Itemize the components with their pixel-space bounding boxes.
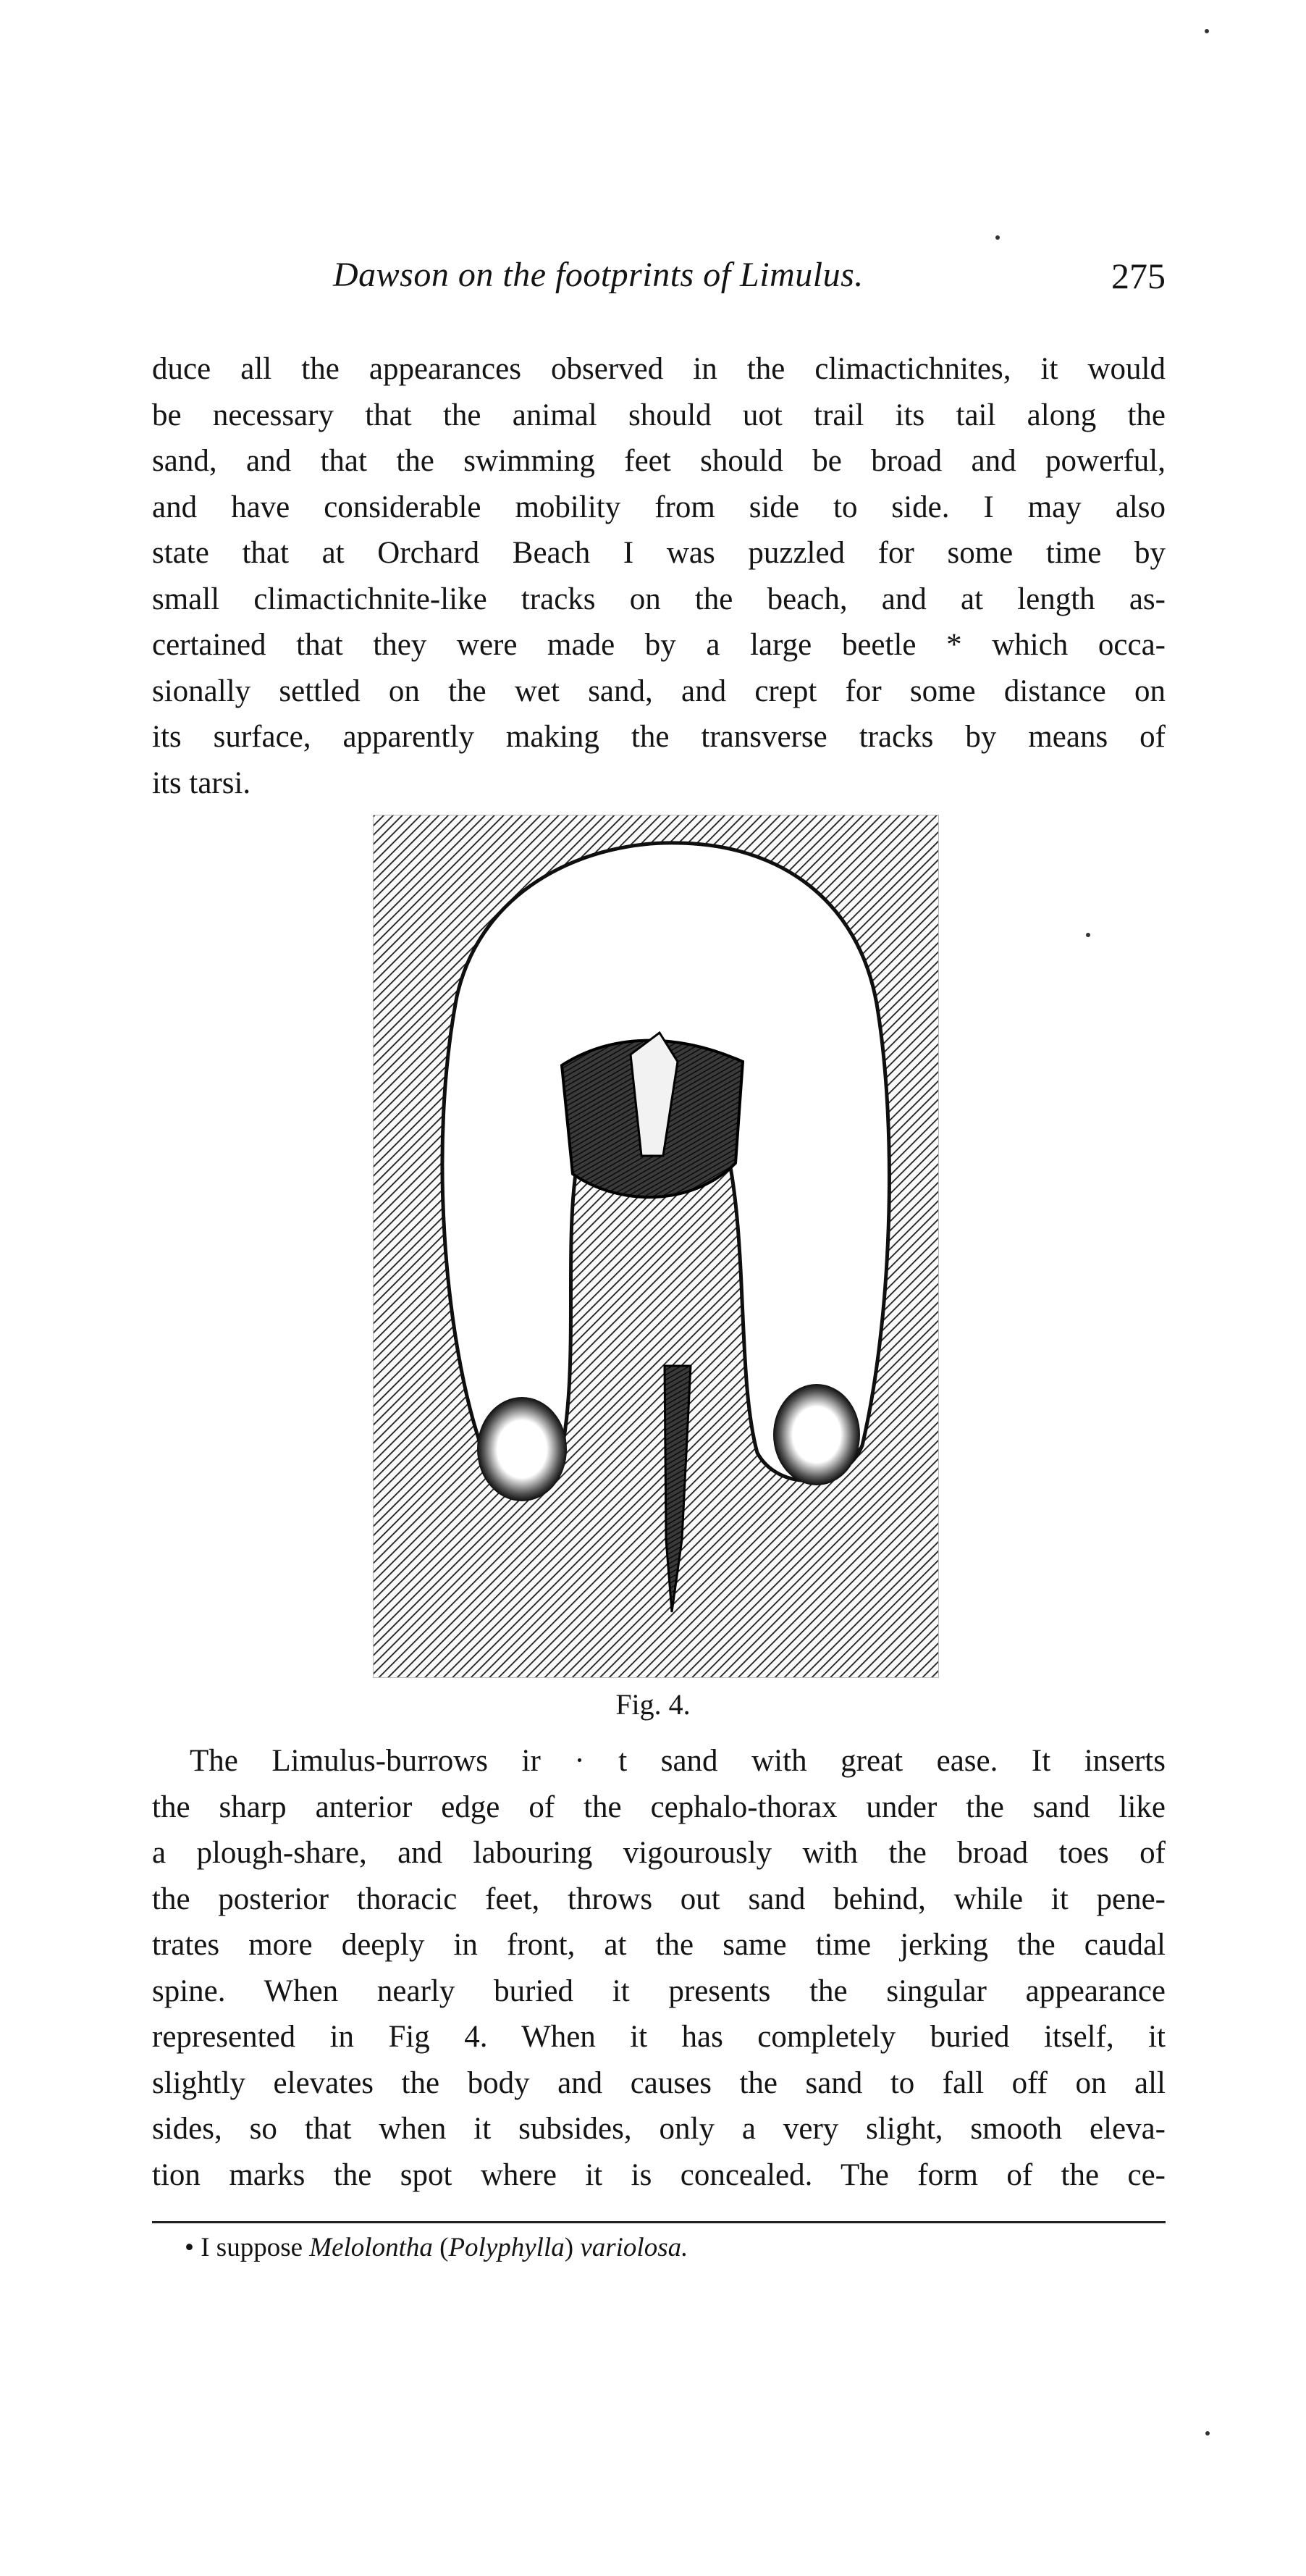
text-line: be necessary that the animal should uot trail its tail along the: [152, 398, 1166, 432]
text-line: its surface, apparently making the transverse tracks by means of: [152, 720, 1166, 754]
right-lobe: [773, 1384, 860, 1485]
scan-speck: [1205, 2431, 1210, 2436]
text-line: slightly elevates the body and causes the sand to fall off on all: [152, 2065, 1166, 2100]
text-line: trates more deeply in front, at the same time jerking the caudal: [152, 1928, 1166, 1962]
left-lobe: [477, 1397, 567, 1501]
text-line: sides, so that when it subsides, only a very slight, smooth eleva-: [152, 2112, 1166, 2146]
text-line: certained that they were made by a large beetle * which occa-: [152, 628, 1166, 662]
limulus-burrow-illustration: [374, 815, 938, 1677]
text-line: and have considerable mobility from side to side. I may also: [152, 490, 1166, 524]
text-line: tion marks the spot where it is concealed. The form of the ce-: [152, 2157, 1166, 2192]
text-line: a plough-share, and labouring vigourously with the broad toes of: [152, 1836, 1166, 1870]
footnote-rule: [152, 2221, 1166, 2223]
footnote-subgenus: Polyphylla: [448, 2233, 565, 2262]
text-line: the sharp anterior edge of the cephalo-thorax under the sand like: [152, 1790, 1166, 1824]
footnote-paren-open: (: [439, 2233, 449, 2262]
footnote-text: I suppose: [201, 2233, 303, 2262]
text-line: sionally settled on the wet sand, and crept for some distance on: [152, 674, 1166, 708]
text-line: its tarsi.: [152, 765, 251, 800]
footnote: [185, 2232, 1126, 2263]
text-line: represented in Fig 4. When it has completely buried itself, it: [152, 2020, 1166, 2054]
running-title: Dawson on the footprints of Limulus.: [333, 256, 864, 294]
text-line: state that at Orchard Beach I was puzzled for some time by: [152, 536, 1166, 570]
footnote-paren-close: ): [564, 2233, 574, 2262]
text-line: The Limulus-burrows ir · t sand with great ease. It inserts: [190, 1744, 1166, 1778]
footnote-marker: •: [185, 2233, 194, 2262]
text-line: sand, and that the swimming feet should be broad and powerful,: [152, 444, 1166, 478]
page-header: [152, 255, 1166, 306]
scan-speck: [1086, 933, 1090, 937]
paragraph-2: [152, 1738, 1166, 2198]
figure-4-engraving: [373, 815, 939, 1678]
text-line: duce all the appearances observed in the climactichnites, it would: [152, 352, 1166, 386]
page-number: 275: [1111, 256, 1166, 296]
paragraph-1: [152, 346, 1166, 806]
footnote-genus: Melolontha: [309, 2233, 433, 2262]
scan-speck: [1205, 29, 1209, 33]
text-line: the posterior thoracic feet, throws out sand behind, while it pene-: [152, 1881, 1166, 1916]
text-line: small climactichnite-like tracks on the beach, and at length as-: [152, 582, 1166, 616]
scan-speck: [995, 235, 1000, 240]
footnote-species: variolosa.: [580, 2233, 688, 2262]
text-line: spine. When nearly buried it presents the singular appearance: [152, 1973, 1166, 2008]
figure-caption: Fig. 4.: [615, 1688, 691, 1721]
